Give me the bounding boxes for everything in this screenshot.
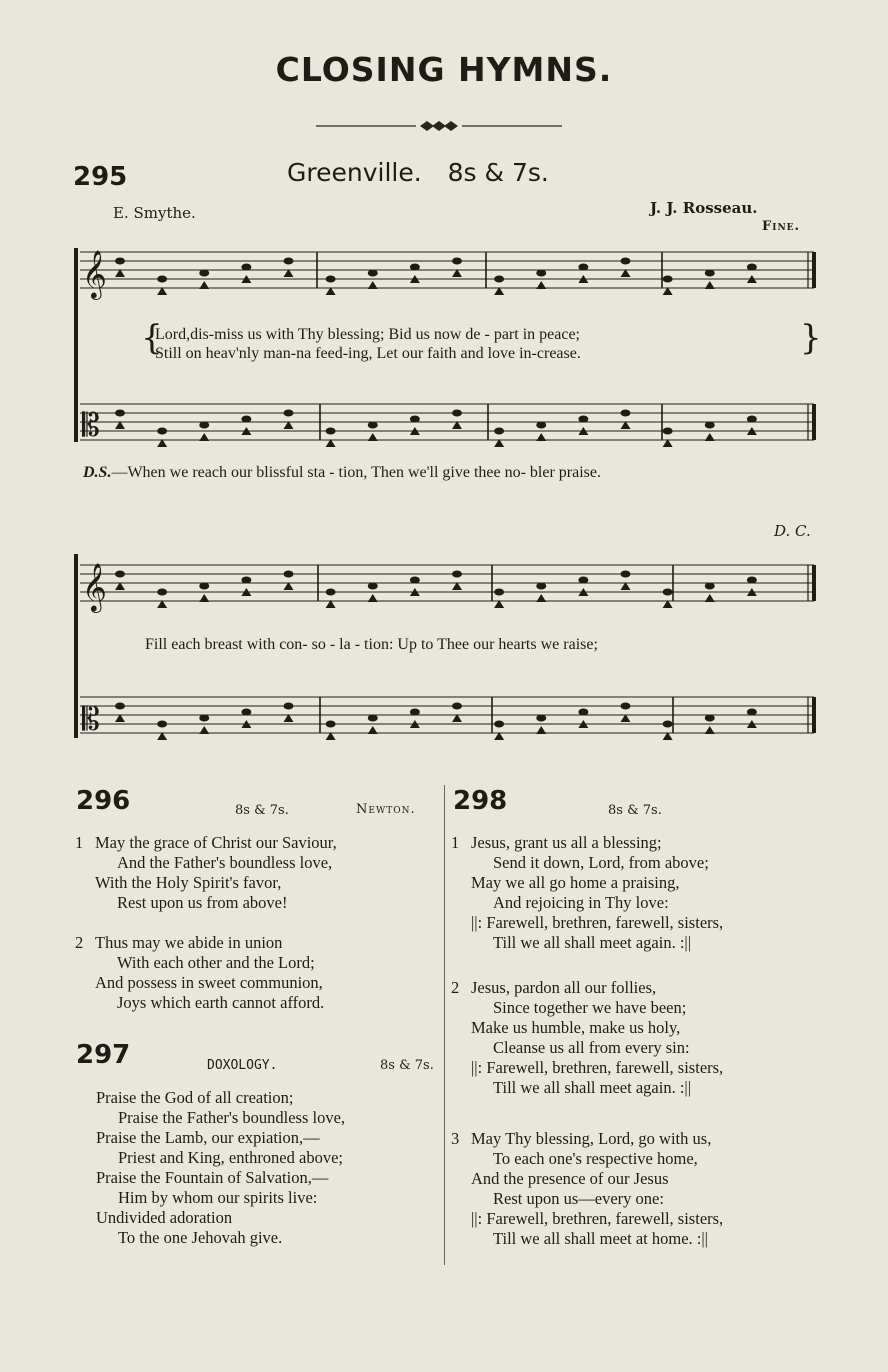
hymn-295-fine: Fine. <box>762 219 801 234</box>
note-head <box>157 428 167 435</box>
note-head <box>705 583 715 590</box>
verse-line: Undivided adoration <box>96 1208 233 1227</box>
brace-right-icon: } <box>800 318 822 358</box>
note-head <box>115 258 125 265</box>
note-head <box>747 577 757 584</box>
hymn-295-dc: D. C. <box>774 522 811 540</box>
note-head <box>199 433 209 441</box>
note-head <box>284 571 294 578</box>
note-head <box>368 594 378 602</box>
treble-clef-icon: 𝄞 <box>82 249 107 298</box>
note-head <box>326 276 336 283</box>
note-head <box>326 428 336 435</box>
column-divider <box>444 785 445 1265</box>
note-head <box>663 276 673 283</box>
note-head <box>578 264 588 271</box>
verse-line: May the grace of Christ our Saviour, <box>95 833 337 852</box>
note-head <box>410 709 420 716</box>
note-head <box>494 721 504 728</box>
note-head <box>157 589 167 596</box>
note-head <box>368 583 378 590</box>
hymn-295-meter: 8s & 7s. <box>447 158 549 187</box>
verse-line: Praise the Father's boundless love, <box>118 1108 346 1127</box>
verse-line: ||: Farewell, brethren, farewell, sisters, <box>471 1058 724 1077</box>
hymn-295-composer: J. J. Rosseau. <box>650 199 758 217</box>
note-head <box>536 594 546 602</box>
note-head <box>241 264 251 271</box>
treble-clef-icon: 𝄞 <box>82 562 107 611</box>
hymn-295-lyric-1: Lord,dis-miss us with Thy blessing; Bid us now de - part in peace; <box>155 326 580 343</box>
note-head <box>115 703 125 710</box>
note-head <box>115 410 125 417</box>
verse-number: 3 <box>451 1129 460 1148</box>
note-head <box>663 428 673 435</box>
note-head <box>621 410 631 417</box>
note-head <box>284 258 294 265</box>
note-head <box>410 264 420 271</box>
note-head <box>199 270 209 277</box>
verse-line: Till we all shall meet again. :|| <box>493 1078 692 1097</box>
note-head <box>326 589 336 596</box>
hymn-298-number: 298 <box>453 786 508 816</box>
verse-line: ||: Farewell, brethren, farewell, sisters, <box>471 1209 724 1228</box>
hymn-295-ds-line <box>83 464 601 482</box>
note-head <box>199 715 209 722</box>
note-head <box>536 715 546 722</box>
verse-line: Till we all shall meet again. :|| <box>493 933 692 952</box>
note-head <box>747 416 757 423</box>
hymn-297-verse <box>96 1088 345 1248</box>
note-head <box>494 428 504 435</box>
note-head <box>368 270 378 277</box>
note-head <box>578 577 588 584</box>
note-head <box>368 726 378 734</box>
verse-line: ||: Farewell, brethren, farewell, sisters, <box>471 913 724 932</box>
hymn-296-verse-1 <box>75 833 337 913</box>
verse-line: To each one's respective home, <box>493 1149 698 1168</box>
hymn-298-meter: 8s & 7s. <box>608 803 662 818</box>
verse-line: Him by whom our spirits live: <box>118 1188 318 1207</box>
hymn-295-lyric-2: Still on heav'nly man-na feed-ing, Let our faith and love in-crease. <box>155 345 581 362</box>
ds-text: —When we reach our blissful sta - tion, Then we'll give thee no- bler praise. <box>111 464 601 481</box>
hymn-296-meter: 8s & 7s. <box>235 803 289 818</box>
note-head <box>241 416 251 423</box>
verse-line: May we all go home a praising, <box>471 873 680 892</box>
note-head <box>747 709 757 716</box>
note-head <box>705 433 715 441</box>
note-head <box>368 422 378 429</box>
hymn-297-number: 297 <box>76 1040 131 1070</box>
note-head <box>284 703 294 710</box>
verse-line: Priest and King, enthroned above; <box>118 1148 343 1167</box>
note-head <box>368 281 378 289</box>
verse-number: 2 <box>75 933 84 952</box>
verse-line: Praise the God of all creation; <box>96 1088 294 1107</box>
note-head <box>621 571 631 578</box>
note-head <box>578 416 588 423</box>
hymn-296-number: 296 <box>76 786 131 816</box>
verse-line: Jesus, grant us all a blessing; <box>471 833 662 852</box>
note-head <box>747 264 757 271</box>
hymn-295-tune: Greenville. <box>287 158 422 187</box>
note-head <box>663 721 673 728</box>
note-head <box>536 422 546 429</box>
verse-line: Rest upon us—every one: <box>493 1189 664 1208</box>
note-head <box>536 433 546 441</box>
verse-line: Cleanse us all from every sin: <box>493 1038 690 1057</box>
verse-number: 1 <box>75 833 84 852</box>
note-head <box>663 589 673 596</box>
verse-line: May Thy blessing, Lord, go with us, <box>471 1129 712 1148</box>
note-head <box>536 726 546 734</box>
note-head <box>536 583 546 590</box>
note-head <box>452 571 462 578</box>
verse-line: And the Father's boundless love, <box>117 853 333 872</box>
verse-line: Praise the Lamb, our expiation,— <box>96 1128 320 1147</box>
note-head <box>578 709 588 716</box>
note-head <box>705 270 715 277</box>
brace-left-icon: { <box>141 318 163 358</box>
hymn-297-label: DOXOLOGY. <box>207 1058 278 1073</box>
note-head <box>241 709 251 716</box>
note-head <box>199 281 209 289</box>
note-head <box>621 258 631 265</box>
hymn-295-number: 295 <box>73 162 128 192</box>
note-head <box>199 594 209 602</box>
note-head <box>368 715 378 722</box>
note-head <box>494 589 504 596</box>
note-head <box>157 276 167 283</box>
hymn-295-author: E. Smythe. <box>113 204 196 222</box>
verse-line: Joys which earth cannot afford. <box>117 993 325 1012</box>
ds-label: D.S. <box>83 464 112 481</box>
verse-line: To the one Jehovah give. <box>118 1228 283 1247</box>
note-head <box>199 726 209 734</box>
verse-line: And the presence of our Jesus <box>471 1169 669 1188</box>
note-head <box>326 721 336 728</box>
hymn-296-verse-2 <box>75 933 325 1013</box>
c-clef-icon: 𝄡 <box>82 406 100 444</box>
note-head <box>705 715 715 722</box>
verse-line: With the Holy Spirit's favor, <box>95 873 282 892</box>
note-head <box>410 577 420 584</box>
note-head <box>452 410 462 417</box>
note-head <box>536 281 546 289</box>
verse-line: Jesus, pardon all our follies, <box>471 978 657 997</box>
note-head <box>621 703 631 710</box>
verse-number: 2 <box>451 978 460 997</box>
note-head <box>452 258 462 265</box>
verse-line: Since together we have been; <box>493 998 687 1017</box>
verse-line: Rest upon us from above! <box>117 893 288 912</box>
hymn-297-meter: 8s & 7s. <box>380 1058 434 1073</box>
hymn-296-tune: Newton. <box>356 802 416 817</box>
verse-line: Till we all shall meet at home. :|| <box>493 1229 708 1248</box>
verse-line: Make us humble, make us holy, <box>471 1018 681 1037</box>
note-head <box>705 594 715 602</box>
note-head <box>241 577 251 584</box>
verse-line: Thus may we abide in union <box>95 933 283 952</box>
note-head <box>705 726 715 734</box>
verse-line: And rejoicing in Thy love: <box>493 893 669 912</box>
hymn-298-verse-1 <box>451 833 724 953</box>
note-head <box>705 281 715 289</box>
note-head <box>284 410 294 417</box>
hymn-298-verse-3 <box>451 1129 724 1249</box>
note-head <box>410 416 420 423</box>
hymn-298-verse-2 <box>451 978 724 1098</box>
note-head <box>705 422 715 429</box>
note-head <box>368 433 378 441</box>
note-head <box>157 721 167 728</box>
verse-line: Praise the Fountain of Salvation,— <box>96 1168 329 1187</box>
verse-line: And possess in sweet communion, <box>95 973 323 992</box>
note-head <box>199 583 209 590</box>
verse-number: 1 <box>451 833 460 852</box>
note-head <box>494 276 504 283</box>
c-clef-icon: 𝄡 <box>82 700 100 738</box>
note-head <box>115 571 125 578</box>
hymn-295-lyric-3: Fill each breast with con- so - la - tion: Up to Thee our hearts we raise; <box>145 636 598 653</box>
verse-line: With each other and the Lord; <box>117 953 315 972</box>
note-head <box>199 422 209 429</box>
note-head <box>452 703 462 710</box>
page-heading: CLOSING HYMNS. <box>275 50 613 89</box>
note-head <box>536 270 546 277</box>
verse-line: Send it down, Lord, from above; <box>493 853 709 872</box>
